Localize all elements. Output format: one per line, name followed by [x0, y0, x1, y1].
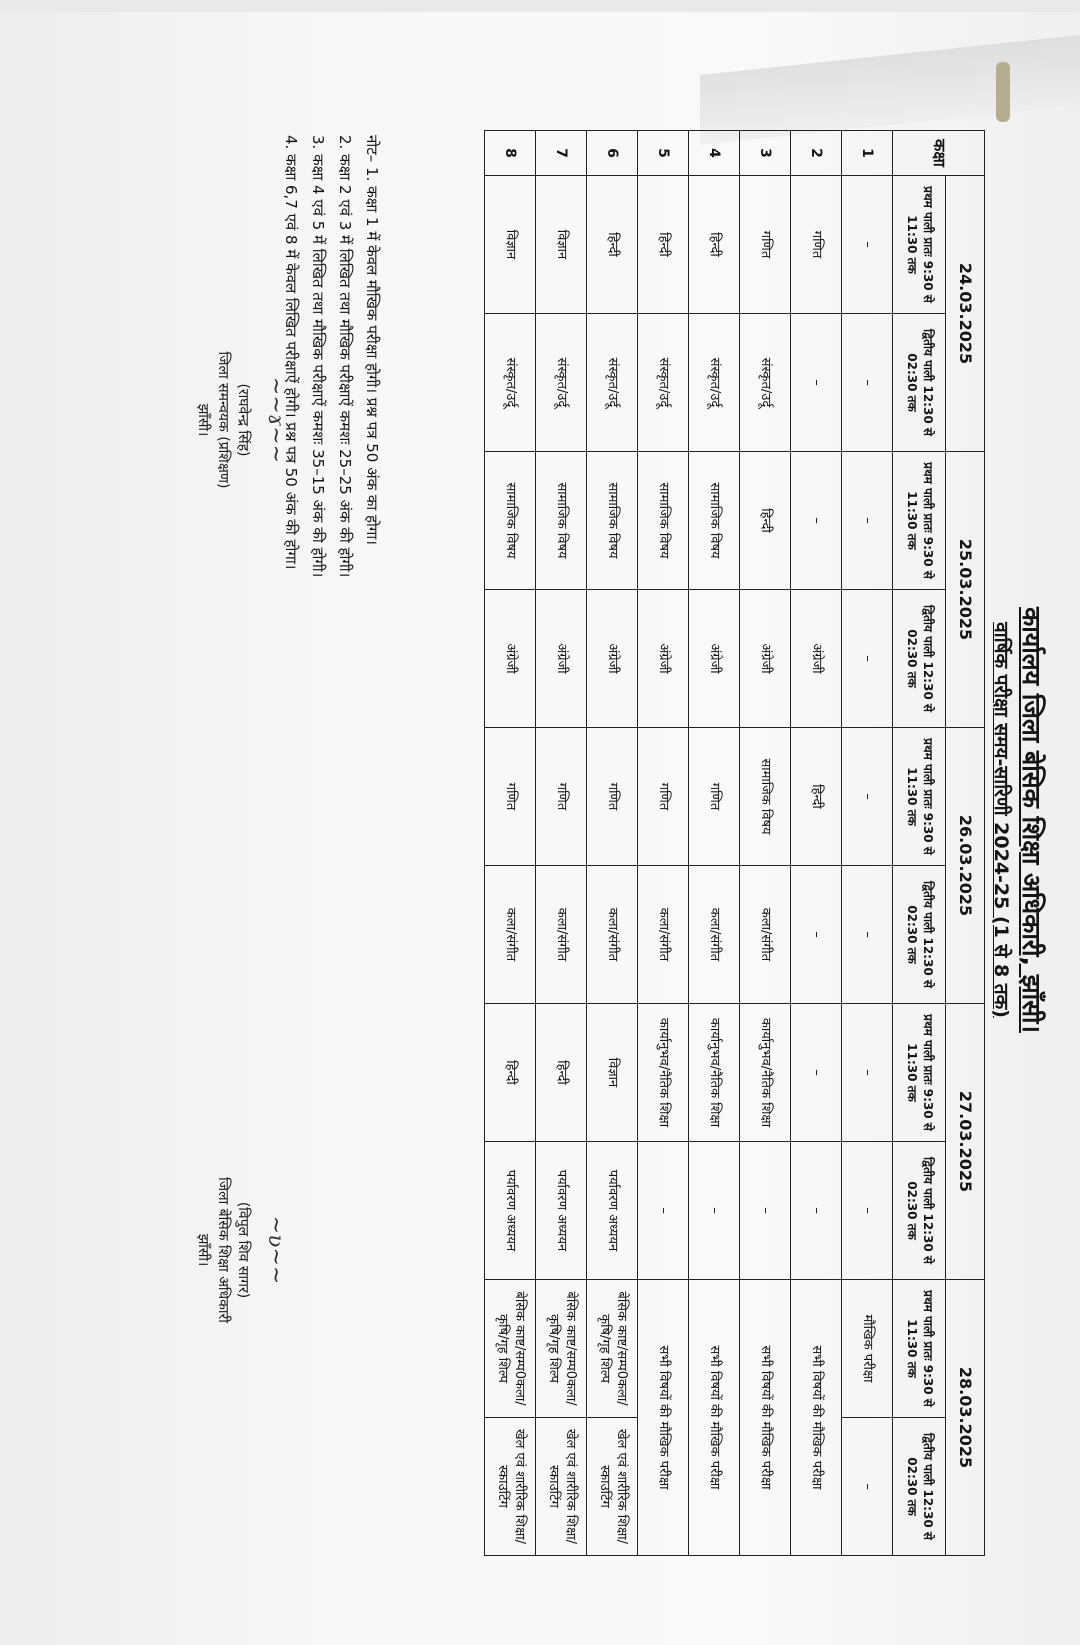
table-cell: – [791, 1142, 842, 1280]
table-cell: संस्कृत/उर्दू [536, 314, 587, 452]
table-cell: खेल एवं शारीरिक शिक्षा/स्काउटिंग [587, 1418, 638, 1556]
table-cell: सामाजिक विषय [587, 452, 638, 590]
note-line: नोट– 1. कक्षा 1 में केवल मौखिक परीक्षा होगी। प्रश्न पत्र 50 अंक का होगा। [363, 135, 381, 545]
table-cell: अंग्रेजी [587, 590, 638, 728]
table-cell: खेल एवं शारीरिक शिक्षा/स्काउटिंग [536, 1418, 587, 1556]
note-line: 4. कक्षा 6,7 एवं 8 में केवल लिखित परीक्षाऐं होगी। प्रश्न पत्र 50 अंक की होगा। [282, 135, 300, 570]
table-cell: अंग्रेजी [485, 590, 536, 728]
exam-title: वार्षिक परीक्षा समय-सारिणी 2024-25 (1 से 8 तक) [990, 622, 1012, 1018]
shift-header: द्वितीय पाली 12:30 से 02:30 तक [893, 866, 946, 1004]
table-cell: पर्यावरण अध्ययन [587, 1142, 638, 1280]
table-cell: बेसिक काष्ट/सम्प0कला/कृषि/गृह शिल्प [536, 1280, 587, 1418]
table-row [536, 131, 587, 1556]
shift-header: द्वितीय पाली 12:30 से 02:30 तक [893, 590, 946, 728]
table-cell: कार्यानुभव/नैतिक शिक्षा [740, 1004, 791, 1142]
table-cell: गणित [689, 728, 740, 866]
rotated-document [160, 40, 1055, 1600]
table-cell: सामाजिक विषय [536, 452, 587, 590]
table-cell: कला/संगीत [638, 866, 689, 1004]
table-cell: – [842, 1004, 893, 1142]
table-cell: संस्कृत/उर्दू [740, 314, 791, 452]
table-cell: – [842, 1142, 893, 1280]
shift-header-row [893, 131, 946, 1556]
shift-header: प्रथम पाली प्रातः 9:30 से 11:30 तक [893, 1004, 946, 1142]
shift-header: द्वितीय पाली 12:30 से 02:30 तक [893, 314, 946, 452]
table-row [638, 131, 689, 1556]
date-header: 26.03.2025 [946, 728, 985, 1004]
table-cell: – [791, 452, 842, 590]
table-cell: सामाजिक विषय [689, 452, 740, 590]
table-cell: कार्यानुभव/नैतिक शिक्षा [689, 1004, 740, 1142]
table-cell: बेसिक काष्ट/सम्प0कला/कृषि/गृह शिल्प [587, 1280, 638, 1418]
table-cell: संस्कृत/उर्दू [485, 314, 536, 452]
table-cell: हिन्दी [536, 1004, 587, 1142]
oral-exam-cell: सभी विषयों की मौखिक परीक्षा [740, 1280, 791, 1556]
table-row [485, 131, 536, 1556]
date-header: 25.03.2025 [946, 452, 985, 728]
table-cell: गणित [791, 176, 842, 314]
shift-header: प्रथम पाली प्रातः 9:30 से 11:30 तक [893, 1280, 946, 1418]
table-cell: संस्कृत/उर्दू [638, 314, 689, 452]
table-cell: – [842, 314, 893, 452]
table-row [740, 131, 791, 1556]
table-cell: सामाजिक विषय [485, 452, 536, 590]
table-cell: कला/संगीत [740, 866, 791, 1004]
oral-exam-cell: सभी विषयों की मौखिक परीक्षा [638, 1280, 689, 1556]
signatory-place: झाँसी। [195, 1233, 211, 1267]
table-cell: – [689, 1142, 740, 1280]
table-cell: कला/संगीत [587, 866, 638, 1004]
table-cell: – [842, 176, 893, 314]
table-cell: गणित [536, 728, 587, 866]
table-cell: बेसिक काष्ट/सम्प0कला/कृषि/गृह शिल्प [485, 1280, 536, 1418]
class-number: 4 [689, 131, 740, 176]
table-cell: – [791, 866, 842, 1004]
exam-schedule-table [484, 130, 985, 1556]
table-cell: खेल एवं शारीरिक शिक्षा/स्काउटिंग [485, 1418, 536, 1556]
table-cell: – [842, 866, 893, 1004]
table-cell: अंग्रेजी [740, 590, 791, 728]
table-cell: संस्कृत/उर्दू [689, 314, 740, 452]
table-cell: – [842, 1418, 893, 1556]
signatory-designation: जिला बेसिक शिक्षा अधिकारी [215, 1177, 231, 1323]
table-cell: गणित [485, 728, 536, 866]
table-cell: हिन्दी [689, 176, 740, 314]
table-cell: – [791, 1004, 842, 1142]
note-line: 3. कक्षा 4 एवं 5 में लिखित तथा मौखिक परीक्षाऐं कमशः 35–15 अंक की होगी। [309, 135, 327, 578]
table-cell: – [842, 728, 893, 866]
signatory-name: (विपुल शिव सागर) [235, 1201, 251, 1299]
date-header: 24.03.2025 [946, 176, 985, 452]
table-cell: कला/संगीत [536, 866, 587, 1004]
shift-header: प्रथम पाली प्रातः 9:30 से 11:30 तक [893, 728, 946, 866]
table-cell: अंग्रेजी [638, 590, 689, 728]
shift-header: प्रथम पाली प्रातः 9:30 से 11:30 तक [893, 452, 946, 590]
note-line: 2. कक्षा 2 एवं 3 में लिखित तथा मौखिक परीक्षाऐं कमशः 25–25 अंक की होगी। [336, 135, 354, 578]
table-cell: अंग्रेजी [791, 590, 842, 728]
date-header-row [946, 131, 985, 1556]
table-cell: – [638, 1142, 689, 1280]
shift-header: द्वितीय पाली 12:30 से 02:30 तक [893, 1142, 946, 1280]
table-cell: हिन्दी [638, 176, 689, 314]
office-title: कार्यालय जिला बेसिक शिक्षा अधिकारी, झाँसी। [1017, 607, 1046, 1033]
class-header: कक्षा [893, 131, 985, 176]
table-cell: – [791, 314, 842, 452]
table-cell: हिन्दी [791, 728, 842, 866]
table-cell: कला/संगीत [485, 866, 536, 1004]
table-row [791, 131, 842, 1556]
date-header: 28.03.2025 [946, 1280, 985, 1556]
table-cell: विज्ञान [536, 176, 587, 314]
table-cell: संस्कृत/उर्दू [587, 314, 638, 452]
class-number: 1 [842, 131, 893, 176]
table-cell: सामाजिक विषय [740, 728, 791, 866]
date-header: 27.03.2025 [946, 1004, 985, 1280]
class-number: 5 [638, 131, 689, 176]
class-number: 6 [587, 131, 638, 176]
table-cell: – [740, 1142, 791, 1280]
table-cell: – [842, 590, 893, 728]
shift-header: द्वितीय पाली 12:30 से 02:30 तक [893, 1418, 946, 1556]
class-number: 8 [485, 131, 536, 176]
notes-section [277, 135, 385, 1135]
signatory-place: झाँसी। [195, 403, 211, 437]
table-cell: पर्यावरण अध्ययन [536, 1142, 587, 1280]
signatory-designation: जिला समन्वयक (प्रशिक्षण) [215, 351, 231, 489]
table-cell: मौखिक परीक्षा [842, 1280, 893, 1418]
signature-block-left [193, 300, 288, 540]
table-row [689, 131, 740, 1556]
table-cell: हिन्दी [485, 1004, 536, 1142]
class-number: 2 [791, 131, 842, 176]
table-cell: गणित [740, 176, 791, 314]
class-number: 3 [740, 131, 791, 176]
table-row [587, 131, 638, 1556]
table-cell: गणित [587, 728, 638, 866]
top-strip [0, 0, 1080, 12]
table-cell: सामाजिक विषय [638, 452, 689, 590]
table-row [842, 131, 893, 1556]
table-cell: हिन्दी [740, 452, 791, 590]
class-number: 7 [536, 131, 587, 176]
table-cell: – [842, 452, 893, 590]
table-cell: अंग्रेजी [689, 590, 740, 728]
oral-exam-cell: सभी विषयों की मौखिक परीक्षा [791, 1280, 842, 1556]
table-cell: गणित [638, 728, 689, 866]
table-cell: विज्ञान [587, 1004, 638, 1142]
table-cell: हिन्दी [587, 176, 638, 314]
table-cell: विज्ञान [485, 176, 536, 314]
table-cell: कला/संगीत [689, 866, 740, 1004]
table-cell: पर्यावरण अध्ययन [485, 1142, 536, 1280]
signatory-name: (राघवेन्द्र सिंह) [235, 383, 251, 457]
handwritten-signature: ~ʋ~~ [263, 1215, 288, 1285]
handwritten-signature: ~~ɤ~~ [263, 376, 288, 464]
shift-header: प्रथम पाली प्रातः 9:30 से 11:30 तक [893, 176, 946, 314]
oral-exam-cell: सभी विषयों की मौखिक परीक्षा [689, 1280, 740, 1556]
signature-block-right [193, 1120, 288, 1380]
table-cell: कार्यानुभव/नैतिक शिक्षा [638, 1004, 689, 1142]
table-cell: अंग्रेजी [536, 590, 587, 728]
